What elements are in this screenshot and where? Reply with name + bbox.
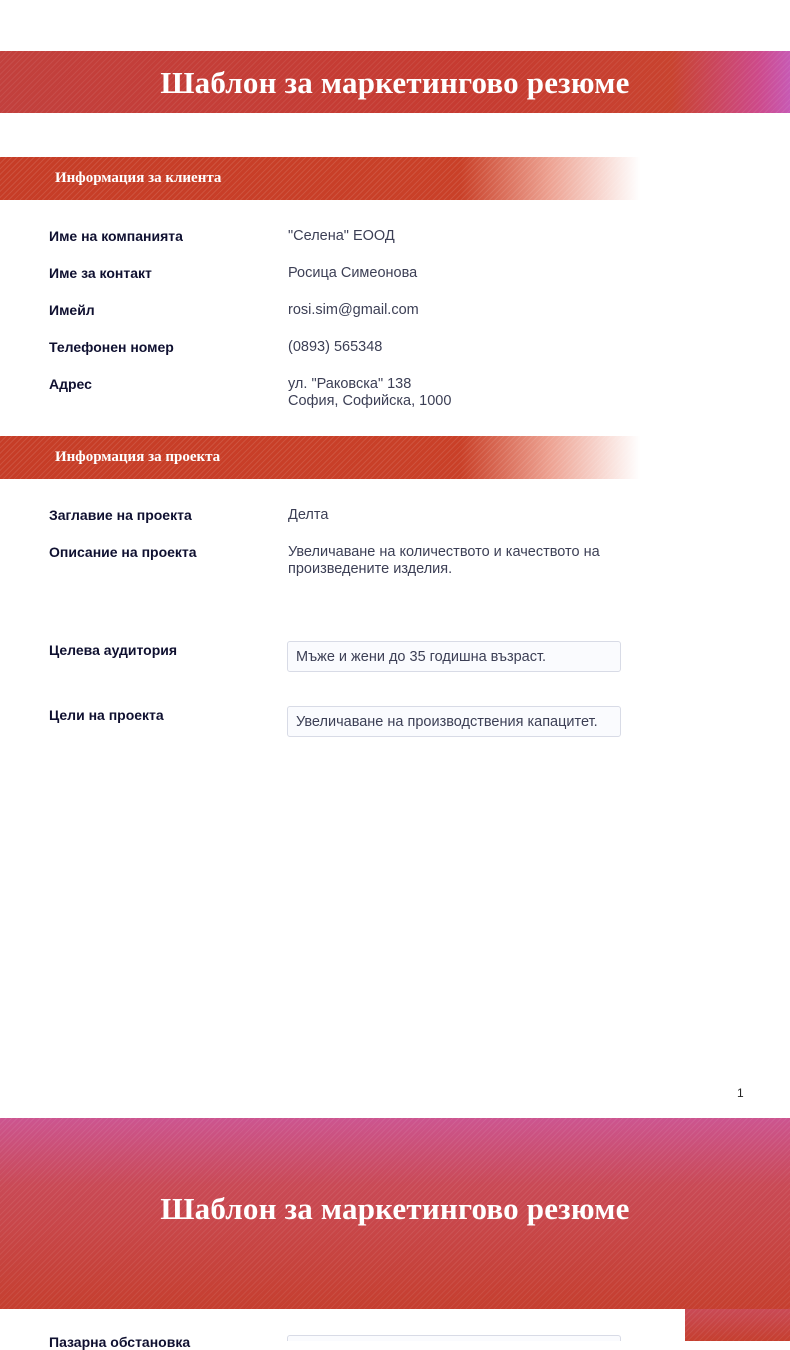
project-goals-box[interactable]: Увеличаване на производствения капацитет. bbox=[287, 706, 621, 737]
field-value-address bbox=[288, 376, 623, 410]
page-title: Шаблон за маркетингово резюме bbox=[160, 65, 630, 100]
field-label: Име на компанията bbox=[49, 228, 183, 244]
decorative-corner-block bbox=[685, 1309, 790, 1341]
field-value: Росица Симеонова bbox=[288, 265, 418, 281]
field-value: "Селена" ЕООД bbox=[288, 228, 395, 244]
field-label: Целева аудитория bbox=[49, 642, 178, 658]
field-label: Адрес bbox=[49, 376, 92, 392]
field-value: (0893) 565348 bbox=[288, 339, 383, 355]
field-label: Описание на проекта bbox=[49, 544, 197, 560]
section-header-project bbox=[0, 436, 640, 479]
field-label: Имейл bbox=[49, 302, 95, 318]
field-label: Телефонен номер bbox=[49, 339, 174, 355]
field-value: Увеличаване на количеството и качеството на произведените изделия. bbox=[288, 544, 600, 577]
field-label: Цели на проекта bbox=[49, 707, 164, 723]
partial-field-label-text: Пазарна обстановка bbox=[49, 1334, 191, 1350]
page-number: 1 bbox=[737, 1086, 744, 1100]
section-header-client bbox=[0, 157, 640, 200]
page-2-title: Шаблон за маркетингово резюме bbox=[160, 1191, 630, 1226]
target-audience-box[interactable]: Мъже и жени до 35 годишна възраст. bbox=[287, 641, 621, 672]
field-label: Заглавие на проекта bbox=[49, 507, 192, 523]
section-title-project: Информация за проекта bbox=[55, 449, 221, 465]
section-title-client: Информация за клиента bbox=[55, 170, 222, 186]
partial-field-box[interactable] bbox=[287, 1335, 621, 1341]
title-banner-page-2 bbox=[0, 1118, 790, 1309]
address-line-1: ул. "Раковска" 138 bbox=[288, 376, 412, 392]
address-line-2: София, Софийска, 1000 bbox=[288, 393, 452, 409]
field-value: rosi.sim@gmail.com bbox=[288, 302, 419, 318]
field-value: Делта bbox=[288, 507, 329, 523]
field-label: Име за контакт bbox=[49, 265, 152, 281]
partial-field-label bbox=[49, 1334, 191, 1350]
title-banner bbox=[0, 51, 790, 113]
